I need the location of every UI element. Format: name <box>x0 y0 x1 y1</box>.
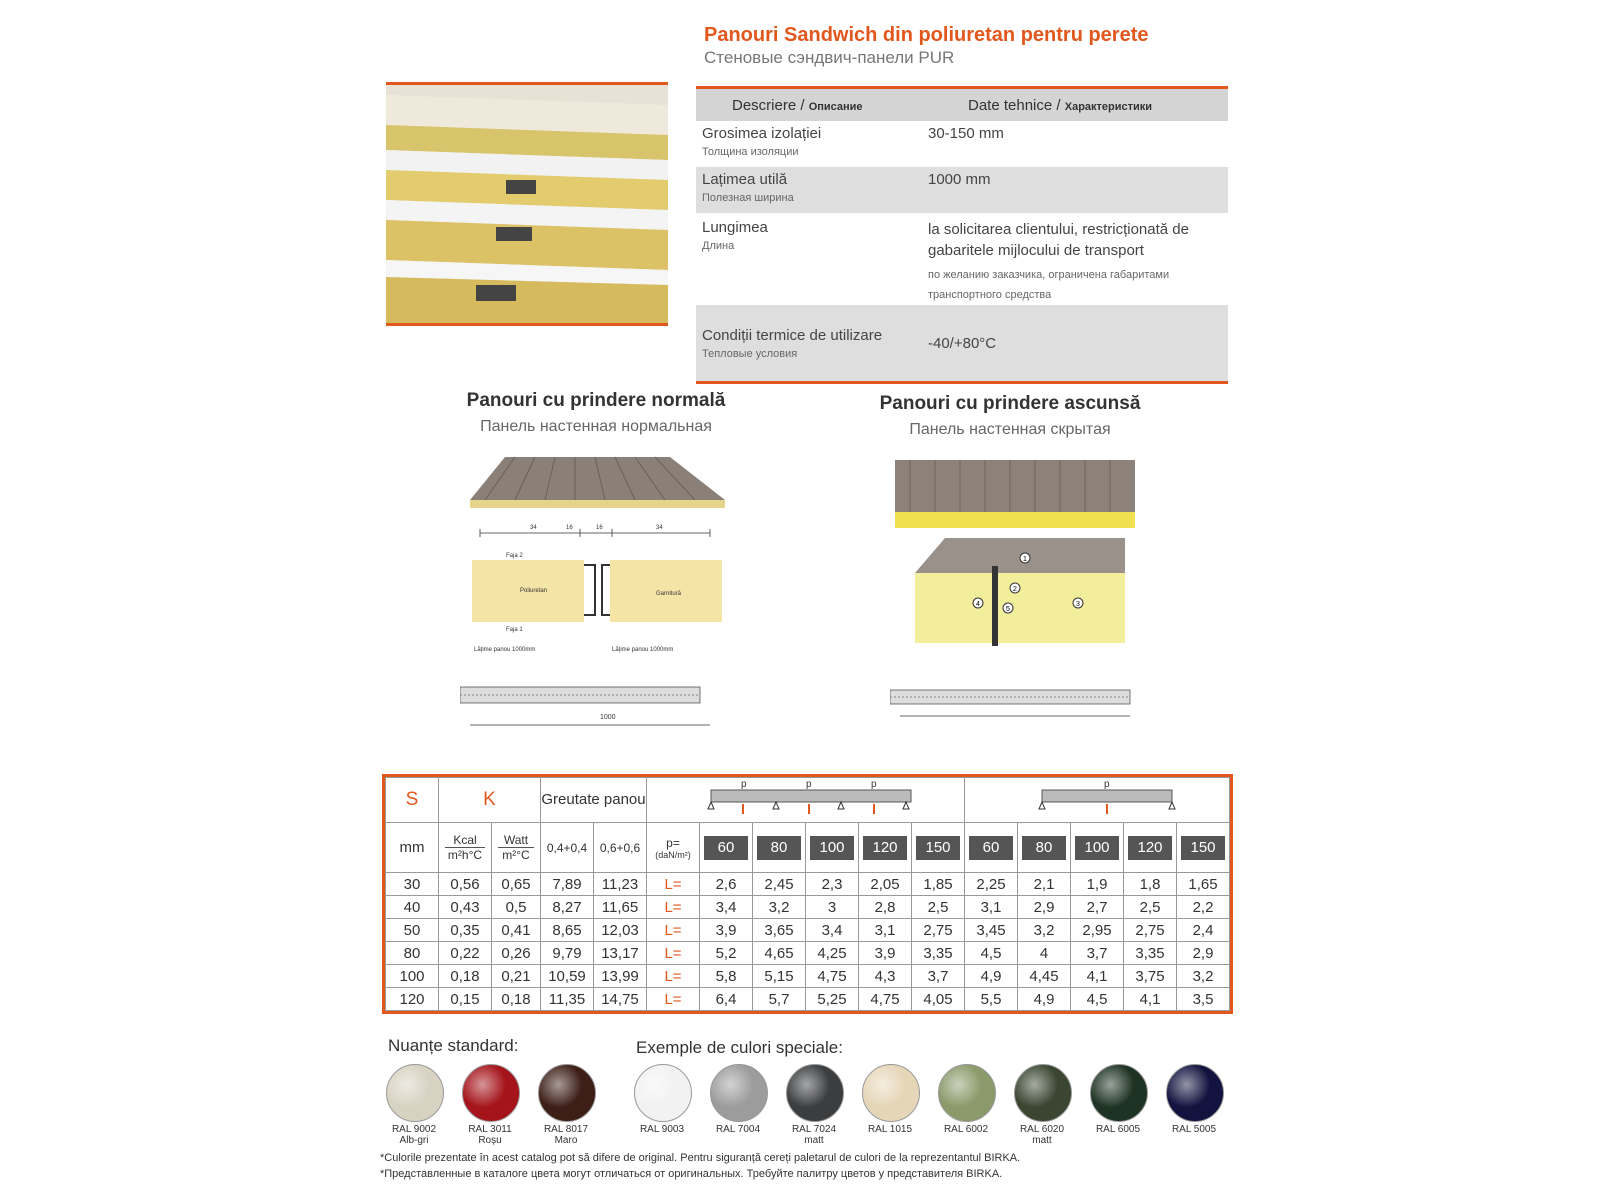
spec-label-ru: Тепловые условия <box>702 347 798 360</box>
color-swatch <box>710 1064 768 1122</box>
table-cell: 4 <box>1018 942 1071 965</box>
table-cell: 3 <box>806 896 859 919</box>
color-swatch <box>538 1064 596 1122</box>
table-cell: 100 <box>386 965 439 988</box>
table-cell: 2,5 <box>912 896 965 919</box>
table-cell: 2,4 <box>1177 919 1230 942</box>
color-swatch-label <box>774 1124 854 1146</box>
spec-value: -40/+80°C <box>928 334 997 352</box>
callout-number: 2 <box>1013 586 1017 593</box>
spec-head-data: Date tehnice / <box>968 96 1065 114</box>
table-cell: 12,03 <box>594 919 647 942</box>
table-cell: 3,4 <box>806 919 859 942</box>
load-badge: 100 <box>1075 836 1119 860</box>
spec-label: Lungimea <box>702 219 768 236</box>
table-cell: 0,26 <box>492 942 541 965</box>
faja2-label: Faja 2 <box>506 553 523 559</box>
table-cell: 2,9 <box>1018 896 1071 919</box>
table-cell: 0,21 <box>492 965 541 988</box>
table-cell: 30 <box>386 873 439 896</box>
color-code: RAL 1015 <box>867 1124 913 1135</box>
table-cell: 5,25 <box>806 988 859 1011</box>
note-ru: *Представленные в каталоге цвета могут отличаться от оригинальных. Требуйте палитру цветов у представителя BIRKA. <box>380 1168 1003 1180</box>
table-cell: 2,1 <box>1018 873 1071 896</box>
load-badge: 80 <box>1022 836 1066 860</box>
load-header <box>1018 823 1071 873</box>
dim-label: 34 <box>656 525 663 531</box>
spec-table <box>696 86 1228 384</box>
watt-label: Watt <box>498 833 534 848</box>
weight-col-2: 0,6+0,6 <box>594 823 647 873</box>
hidden-panel-diagram <box>890 458 1150 743</box>
p-eq: p= <box>666 835 680 850</box>
table-cell: 8,65 <box>541 919 594 942</box>
load-p: p <box>805 779 812 790</box>
color-swatch-label <box>1002 1124 1082 1146</box>
table-cell: 4,3 <box>859 965 912 988</box>
table-cell: 4,25 <box>806 942 859 965</box>
table-cell: 11,23 <box>594 873 647 896</box>
table-cell: 3,2 <box>1177 965 1230 988</box>
dim-label: 34 <box>530 525 537 531</box>
kcal-label: Kcal <box>445 833 485 848</box>
table-cell: 4,05 <box>912 988 965 1011</box>
special-colors-title: Exemple de culori speciale: <box>636 1038 843 1057</box>
standard-colors-title: Nuanțe standard: <box>388 1036 519 1055</box>
load-badge: 60 <box>969 836 1013 860</box>
table-cell: 7,89 <box>541 873 594 896</box>
spec-label: Condiții termice de utilizare <box>702 326 883 344</box>
table-cell: 3,2 <box>753 896 806 919</box>
unit-watt <box>492 823 541 873</box>
callout-number: 3 <box>1076 601 1080 608</box>
table-cell: 1,85 <box>912 873 965 896</box>
load-unit <box>647 823 700 873</box>
load-header <box>1071 823 1124 873</box>
table-cell: 3,7 <box>912 965 965 988</box>
table-cell: 3,4 <box>700 896 753 919</box>
color-swatch-label <box>374 1124 454 1146</box>
faja1-label: Faja 1 <box>506 627 523 633</box>
table-cell: 3,9 <box>859 942 912 965</box>
table-cell: 0,18 <box>439 965 492 988</box>
table-cell: 4,45 <box>1018 965 1071 988</box>
table-cell: 3,1 <box>965 896 1018 919</box>
table-cell: 0,18 <box>492 988 541 1011</box>
table-cell: 3,5 <box>1177 988 1230 1011</box>
col-s: S <box>386 778 439 823</box>
dim-label: 16 <box>596 525 603 531</box>
load-badge: 60 <box>704 836 748 860</box>
weight-col-1: 0,4+0,4 <box>541 823 594 873</box>
spec-value-ru: по желанию заказчика, ограничена габаритами транспортного средства <box>928 269 1170 301</box>
load-badge: 100 <box>810 836 854 860</box>
spec-row <box>696 305 1228 381</box>
color-swatch-label <box>1154 1124 1234 1135</box>
load-header <box>859 823 912 873</box>
load-badge: 120 <box>1128 836 1172 860</box>
hidden-title: Panouri cu prindere ascunsă <box>879 393 1141 414</box>
col-greutate: Greutate panou <box>541 778 647 823</box>
table-cell: 0,56 <box>439 873 492 896</box>
color-code: RAL 7024 <box>791 1124 837 1135</box>
table-cell: 11,65 <box>594 896 647 919</box>
table-cell: 120 <box>386 988 439 1011</box>
table-cell: 5,7 <box>753 988 806 1011</box>
table-cell: 5,8 <box>700 965 753 988</box>
table-cell: 0,22 <box>439 942 492 965</box>
width-label: Lățime panou 1000mm <box>612 647 674 653</box>
table-cell: 0,41 <box>492 919 541 942</box>
table-cell: 3,65 <box>753 919 806 942</box>
color-swatch-label <box>850 1124 930 1135</box>
color-name: matt <box>1032 1135 1052 1146</box>
table-cell: 2,05 <box>859 873 912 896</box>
color-code: RAL 6005 <box>1095 1124 1141 1135</box>
color-code: RAL 3011 <box>468 1124 512 1135</box>
table-cell: 3,9 <box>700 919 753 942</box>
table-cell: L= <box>647 965 700 988</box>
table-cell: 0,43 <box>439 896 492 919</box>
table-cell: L= <box>647 873 700 896</box>
table-cell: 2,5 <box>1124 896 1177 919</box>
color-swatch-label <box>698 1124 778 1135</box>
color-swatch <box>1090 1064 1148 1122</box>
hidden-subtitle: Панель настенная скрытая <box>909 421 1111 438</box>
load-header <box>1177 823 1230 873</box>
table-cell: 3,35 <box>912 942 965 965</box>
page-title: Panouri Sandwich din poliuretan pentru perete <box>704 24 1149 46</box>
color-swatch <box>938 1064 996 1122</box>
table-cell: 0,5 <box>492 896 541 919</box>
poliuretan-label: Poliuretan <box>520 588 548 594</box>
table-cell: L= <box>647 988 700 1011</box>
table-cell: L= <box>647 942 700 965</box>
color-swatch-label <box>450 1124 530 1146</box>
table-cell: L= <box>647 919 700 942</box>
color-code: RAL 9002 <box>391 1124 437 1135</box>
color-code: RAL 8017 <box>543 1124 589 1135</box>
spec-label: Grosimea izolației <box>702 125 822 142</box>
color-swatch <box>1014 1064 1072 1122</box>
table-cell: 4,75 <box>859 988 912 1011</box>
load-header <box>806 823 859 873</box>
table-cell: 4,5 <box>965 942 1018 965</box>
table-cell: 2,75 <box>1124 919 1177 942</box>
dim-1000: 1000 <box>600 714 616 721</box>
load-p: p <box>740 779 747 790</box>
unit-mm: mm <box>386 823 439 873</box>
col-k: K <box>439 778 541 823</box>
normal-subtitle: Панель настенная нормальная <box>480 418 712 435</box>
table-cell: 3,7 <box>1071 942 1124 965</box>
table-cell: 40 <box>386 896 439 919</box>
table-row <box>386 942 1230 965</box>
table-cell: 13,99 <box>594 965 647 988</box>
panel-photo <box>386 82 668 326</box>
table-cell: 4,5 <box>1071 988 1124 1011</box>
spec-head-desc: Descriere / <box>732 96 809 114</box>
table-cell: 2,3 <box>806 873 859 896</box>
table-row <box>386 919 1230 942</box>
table-cell: L= <box>647 896 700 919</box>
table-cell: 2,95 <box>1071 919 1124 942</box>
load-header <box>1124 823 1177 873</box>
watt-unit: m²°C <box>502 848 530 862</box>
table-cell: 4,1 <box>1124 988 1177 1011</box>
table-cell: 2,9 <box>1177 942 1230 965</box>
color-code: RAL 9003 <box>639 1124 685 1135</box>
callout-number: 1 <box>1023 556 1027 563</box>
beam-diagram-single <box>965 778 1230 823</box>
table-cell: 4,75 <box>806 965 859 988</box>
spec-row <box>696 167 1228 213</box>
load-p: p <box>1104 779 1110 790</box>
width-label: Lățime panou 1000mm <box>474 647 536 653</box>
beam-diagram-multi <box>647 778 965 823</box>
callout-number: 5 <box>1006 606 1010 613</box>
normal-panel-diagram <box>460 455 740 745</box>
spec-value: 1000 mm <box>928 171 991 188</box>
table-cell: 10,59 <box>541 965 594 988</box>
spec-label-ru: Толщина изоляции <box>702 146 799 158</box>
color-code: RAL 6002 <box>943 1124 989 1135</box>
table-cell: 3,35 <box>1124 942 1177 965</box>
table-cell: 0,15 <box>439 988 492 1011</box>
color-code: RAL 5005 <box>1171 1124 1217 1135</box>
table-cell: 6,4 <box>700 988 753 1011</box>
spec-value: 30-150 mm <box>928 125 1004 142</box>
table-cell: 5,15 <box>753 965 806 988</box>
table-row <box>386 896 1230 919</box>
table-cell: 4,9 <box>1018 988 1071 1011</box>
spec-label: Lațimea utilă <box>702 171 788 188</box>
color-swatch <box>462 1064 520 1122</box>
color-name: Roșu <box>478 1135 502 1146</box>
spec-value: la solicitarea clientului, restricționată de gabaritele mijlocului de transport <box>928 221 1189 259</box>
spec-header <box>696 89 1228 121</box>
table-cell: 8,27 <box>541 896 594 919</box>
color-name: Maro <box>554 1135 578 1146</box>
color-code: RAL 7004 <box>715 1124 761 1135</box>
color-swatch-label <box>926 1124 1006 1135</box>
table-cell: 11,35 <box>541 988 594 1011</box>
table-cell: 1,65 <box>1177 873 1230 896</box>
table-cell: 14,75 <box>594 988 647 1011</box>
garnitura-label: Garnitură <box>656 591 682 597</box>
table-cell: 2,7 <box>1071 896 1124 919</box>
table-cell: 13,17 <box>594 942 647 965</box>
load-badge: 150 <box>1181 836 1225 860</box>
callout-number: 4 <box>976 601 980 608</box>
load-header <box>912 823 965 873</box>
table-row <box>386 988 1230 1011</box>
table-cell: 9,79 <box>541 942 594 965</box>
normal-section-heading <box>456 390 736 436</box>
table-cell: 3,1 <box>859 919 912 942</box>
table-cell: 2,75 <box>912 919 965 942</box>
dim-label: 16 <box>566 525 573 531</box>
kcal-unit: m²h°C <box>447 848 483 862</box>
table-cell: 5,5 <box>965 988 1018 1011</box>
spec-row <box>696 213 1228 305</box>
page-subtitle: Стеновые сэндвич-панели PUR <box>704 48 955 67</box>
spec-row <box>696 121 1228 167</box>
table-row <box>386 873 1230 896</box>
color-swatch-label <box>1078 1124 1158 1135</box>
table-cell: 3,45 <box>965 919 1018 942</box>
table-cell: 4,1 <box>1071 965 1124 988</box>
table-cell: 2,2 <box>1177 896 1230 919</box>
load-badge: 150 <box>916 836 960 860</box>
table-cell: 4,9 <box>965 965 1018 988</box>
load-p: p <box>870 779 877 790</box>
table-row <box>386 965 1230 988</box>
table-cell: 4,65 <box>753 942 806 965</box>
color-swatch-label <box>526 1124 606 1146</box>
table-cell: 2,8 <box>859 896 912 919</box>
table-cell: 2,6 <box>700 873 753 896</box>
load-header <box>700 823 753 873</box>
hidden-section-heading <box>870 393 1150 439</box>
spec-head-desc-ru: Описание <box>808 100 863 113</box>
table-cell: 3,2 <box>1018 919 1071 942</box>
color-swatch <box>634 1064 692 1122</box>
table-cell: 3,75 <box>1124 965 1177 988</box>
table-cell: 50 <box>386 919 439 942</box>
spec-label-ru: Длина <box>702 240 735 252</box>
load-header <box>965 823 1018 873</box>
table-cell: 0,65 <box>492 873 541 896</box>
spec-head-data-ru: Характеристики <box>1064 100 1153 113</box>
load-badge: 120 <box>863 836 907 860</box>
color-code: RAL 6020 <box>1019 1124 1065 1135</box>
table-cell: 80 <box>386 942 439 965</box>
table-cell: 2,25 <box>965 873 1018 896</box>
load-table-container <box>382 774 1233 1014</box>
table-cell: 1,8 <box>1124 873 1177 896</box>
table-cell: 2,45 <box>753 873 806 896</box>
color-swatch <box>786 1064 844 1122</box>
color-swatch <box>862 1064 920 1122</box>
table-cell: 0,35 <box>439 919 492 942</box>
load-header <box>753 823 806 873</box>
color-name: Alb-gri <box>399 1135 429 1146</box>
p-unit: (daN/m²) <box>655 849 691 860</box>
color-swatch <box>386 1064 444 1122</box>
load-badge: 80 <box>757 836 801 860</box>
load-table <box>385 777 1230 1011</box>
normal-title: Panouri cu prindere normală <box>466 390 726 411</box>
color-name: matt <box>804 1135 824 1146</box>
spec-label-ru: Полезная ширина <box>702 192 794 204</box>
table-cell: 5,2 <box>700 942 753 965</box>
color-swatch <box>1166 1064 1224 1122</box>
note-ro: *Culorile prezentate în acest catalog pot să difere de original. Pentru siguranță cereți paletarul de culori de la reprezentantul BIRKA. <box>380 1152 1021 1164</box>
unit-kcal <box>439 823 492 873</box>
table-cell: 1,9 <box>1071 873 1124 896</box>
color-swatch-label <box>622 1124 702 1135</box>
